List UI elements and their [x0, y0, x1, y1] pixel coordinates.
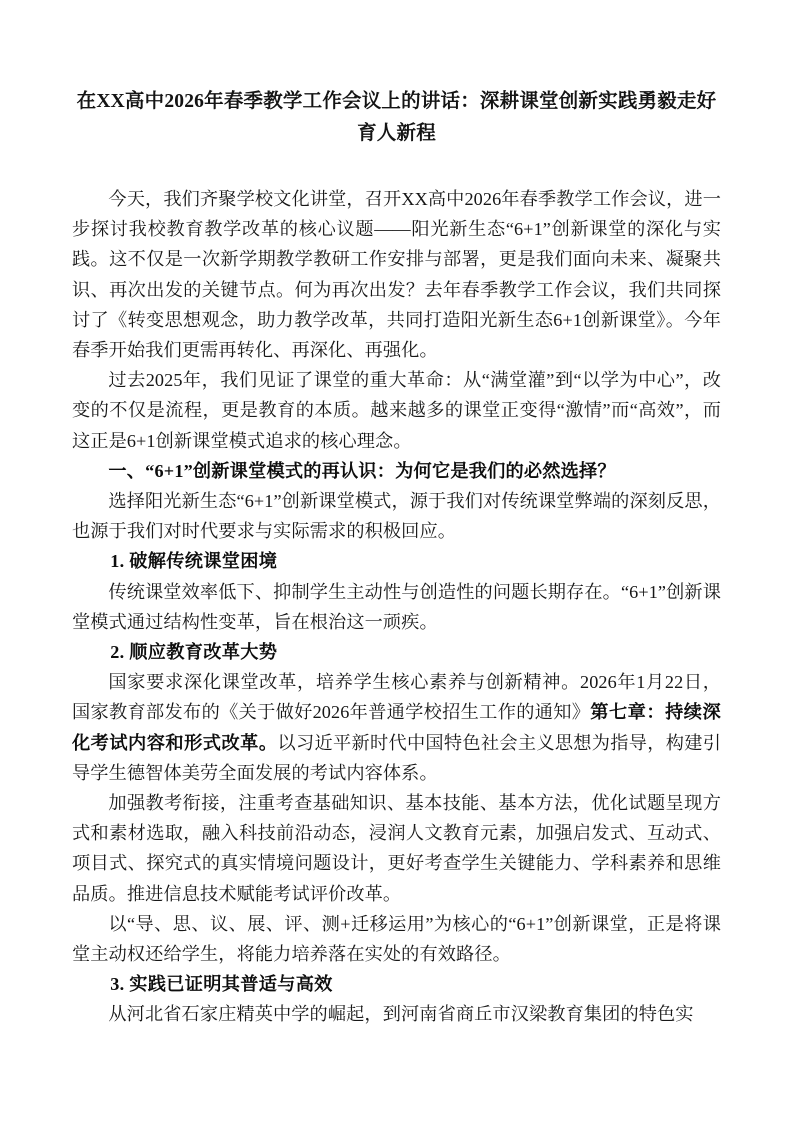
- subsection-heading-1-2: 2. 顺应教育改革大势: [110, 642, 278, 663]
- subsection-heading-1-3: 3. 实践已证明其普适与高效: [110, 974, 333, 995]
- paragraph-2025-review: 过去2025年，我们见证了课堂的重大革命：从“满堂灌”到“以学为中心”，改变的不仅是流程，更是教育的本质。越来越多的课堂正变得“激情”而“高效”，而这正是6+1创新课堂模式追求的核心理念。: [72, 370, 721, 451]
- paragraph-policy-emphasis: 第七章：持续深化考试内容和形式改革。: [72, 702, 721, 753]
- paragraph-policy: [72, 667, 721, 788]
- paragraph-practice-evidence: 从河北省石家庄精英中学的崛起，到河南省商丘市汉梁教育集团的特色实: [108, 1004, 694, 1025]
- document-title: 在XX高中2026年春季教学工作会议上的讲话：深耕课堂创新实践勇毅走好育人新程: [76, 91, 717, 144]
- paragraph-traditional-problems: 传统课堂效率低下、抑制学生主动性与创造性的问题长期存在。“6+1”创新课堂模式通过结构性变革，旨在根治这一顽疾。: [72, 581, 721, 632]
- paragraph-intro: 今天，我们齐聚学校文化讲堂，召开XX高中2026年春季教学工作会议，进一步探讨我校教育教学改革的核心议题——阳光新生态“6+1”创新课堂的深化与实践。这不仅是一次新学期教学教研工作安排与部署，更是我们面向未来、凝聚共识、再次出发的关键节点。何为再次出发？去年春季教学工作会议，我们共同探讨了《转变思想观念，助力教学改革，共同打造阳光新生态6+1创新课堂》。今年春季开始我们更需再转化、再深化、再强化。: [72, 189, 721, 361]
- paragraph-core-path: 以“导、思、议、展、评、测+迁移运用”为核心的“6+1”创新课堂，正是将课堂主动权还给学生，将能力培养落在实处的有效路径。: [72, 913, 721, 965]
- paragraph-policy-lead: 国家要求深化课堂改革，培养学生核心素养与创新精神。2026年1月22日，国家教育部发布的《关于做好2026年普通学校招生工作的通知》: [72, 672, 721, 723]
- paragraph-model-rationale: 选择阳光新生态“6+1”创新课堂模式，源于我们对传统课堂弊端的深刻反思，也源于我们对时代要求与实际需求的积极回应。: [72, 491, 721, 542]
- paragraph-policy-tail: 以习近平新时代中国特色社会主义思想为指导，构建引导学生德智体美劳全面发展的考试内容体系。: [72, 732, 721, 783]
- subsection-heading-1-1: 1. 破解传统课堂困境: [110, 551, 278, 572]
- document-body: [72, 184, 721, 1030]
- paragraph-exam-reform: 加强教考衔接，注重考查基础知识、基本技能、基本方法，优化试题呈现方式和素材选取，融入科技前沿动态，浸润人文教育元素，加强启发式、互动式、项目式、探究式的真实情境问题设计，更好考查学生关键能力、学科素养和思维品质。推进信息技术赋能考试评价改革。: [72, 793, 721, 904]
- section-heading-1: 一、“6+1”创新课堂模式的再认识：为何它是我们的必然选择？: [108, 460, 616, 481]
